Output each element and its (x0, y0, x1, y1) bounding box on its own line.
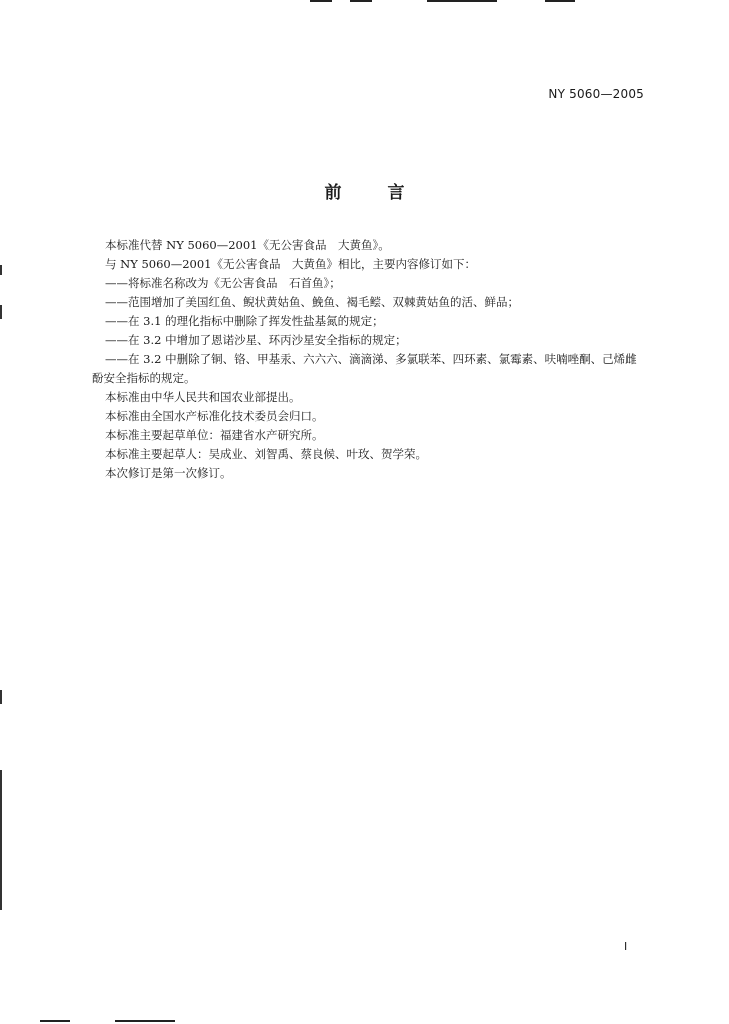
body-line-3: ——将标准名称改为《无公害食品 石首鱼》； (105, 276, 341, 290)
margin-mark (0, 265, 2, 275)
page-number: I (624, 940, 628, 953)
page-title (0, 178, 729, 203)
scan-mark-bottom-2 (115, 1020, 175, 1022)
body-line-13: 本次修订是第一次修订。 (105, 466, 232, 480)
margin-mark (0, 690, 2, 704)
body-line-4: ——范围增加了美国红鱼、鲵状黄姑鱼、鮸鱼、褐毛鲿、双棘黄姑鱼的活、鲜品； (105, 295, 519, 309)
title-char-1: 前 (324, 183, 342, 203)
body-line-6: ——在 3.2 中增加了恩诺沙星、环丙沙星安全指标的规定； (105, 333, 407, 347)
body-line-8: 酚安全指标的规定。 (92, 371, 196, 385)
title-char-2: 言 (387, 183, 405, 203)
body-line-9: 本标准由中华人民共和国农业部提出。 (105, 390, 301, 404)
scan-mark-top-2 (350, 0, 372, 2)
body-line-11: 本标准主要起草单位：福建省水产研究所。 (105, 428, 324, 442)
scan-mark-top-4 (545, 0, 575, 2)
body-line-5: ——在 3.1 的理化指标中删除了挥发性盐基氮的规定； (105, 314, 384, 328)
body-line-7: ——在 3.2 中删除了铜、铬、甲基汞、六六六、滴滴涕、多氯联苯、四环素、氯霉素、呋喃唑酮、己烯雌 (105, 352, 637, 366)
margin-mark (0, 305, 2, 319)
scan-mark-top-3 (427, 0, 497, 2)
scan-mark-bottom-1 (40, 1020, 70, 1022)
standard-code: NY 5060—2005 (548, 87, 644, 101)
body-line-10: 本标准由全国水产标准化技术委员会归口。 (105, 409, 324, 423)
body-line-2: 与 NY 5060—2001《无公害食品 大黄鱼》相比，主要内容修订如下： (105, 257, 476, 271)
body-line-1: 本标准代替 NY 5060—2001《无公害食品 大黄鱼》。 (105, 238, 390, 252)
scan-mark-top-1 (310, 0, 332, 2)
margin-mark (0, 770, 2, 910)
body-line-12: 本标准主要起草人：吴成业、刘智禹、蔡良候、叶玫、贺学荣。 (105, 447, 427, 461)
